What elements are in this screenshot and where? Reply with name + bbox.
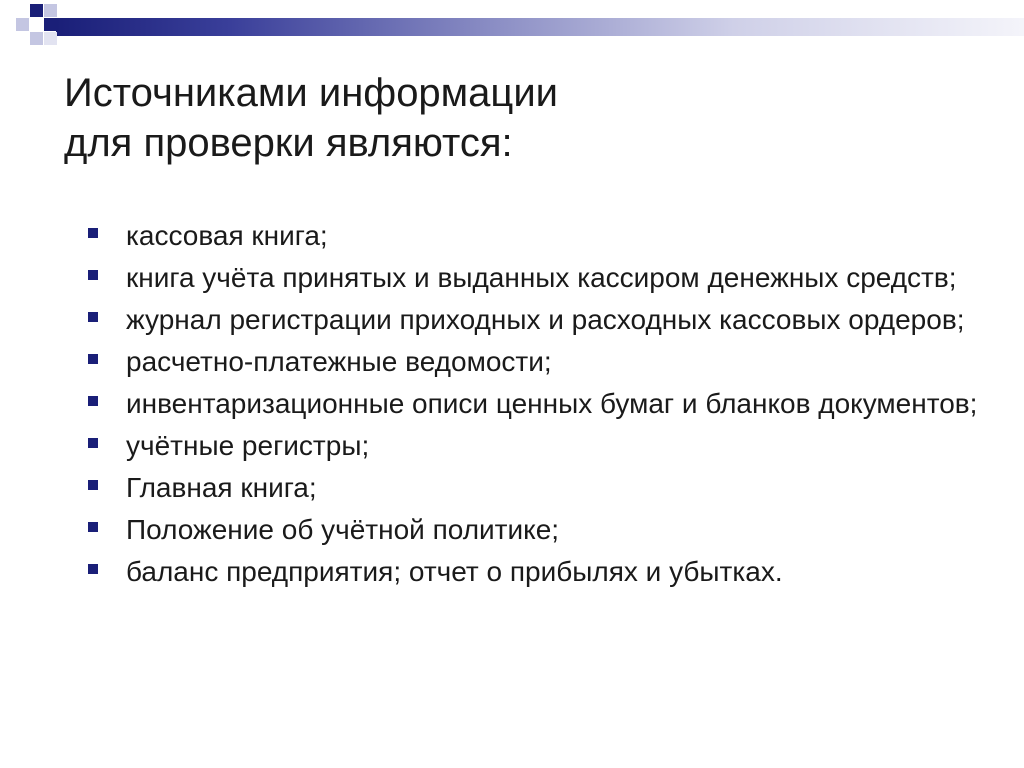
deco-square [44, 32, 57, 45]
list-item-text: баланс предприятия; отчет о прибылях и убытках. [126, 556, 783, 587]
list-item-text: кассовая книга; [126, 220, 328, 251]
square-bullet-icon [88, 312, 98, 322]
list-item-text: Главная книга; [126, 472, 317, 503]
square-bullet-icon [88, 396, 98, 406]
slide-title: Источниками информации для проверки являются: [64, 71, 559, 165]
list-item-text: учётные регистры; [126, 430, 370, 461]
list-item-text: расчетно-платежные ведомости; [126, 346, 552, 377]
square-bullet-icon [88, 438, 98, 448]
list-item [88, 217, 988, 254]
list-item-text: инвентаризационные описи ценных бумаг и бланков документов; [126, 388, 978, 419]
deco-square [30, 4, 43, 17]
list-item [88, 301, 988, 338]
list-item [88, 553, 988, 590]
header-decoration [0, 0, 1024, 64]
list-item [88, 385, 988, 422]
square-bullet-icon [88, 522, 98, 532]
list-item [88, 427, 988, 464]
list-item-text: Положение об учётной политике; [126, 514, 560, 545]
square-bullet-icon [88, 228, 98, 238]
deco-square [30, 32, 43, 45]
list-item [88, 259, 988, 296]
bullet-list [88, 217, 988, 595]
list-item [88, 343, 988, 380]
list-item [88, 511, 988, 548]
list-item [88, 469, 988, 506]
gradient-bar [56, 18, 1024, 36]
deco-square [44, 18, 57, 31]
deco-square [44, 4, 57, 17]
square-bullet-icon [88, 270, 98, 280]
square-bullet-icon [88, 564, 98, 574]
list-item-text: журнал регистрации приходных и расходных кассовых ордеров; [126, 304, 965, 335]
square-bullet-icon [88, 354, 98, 364]
list-item-text: книга учёта принятых и выданных кассиром денежных средств; [126, 262, 957, 293]
deco-square [16, 18, 29, 31]
square-bullet-icon [88, 480, 98, 490]
